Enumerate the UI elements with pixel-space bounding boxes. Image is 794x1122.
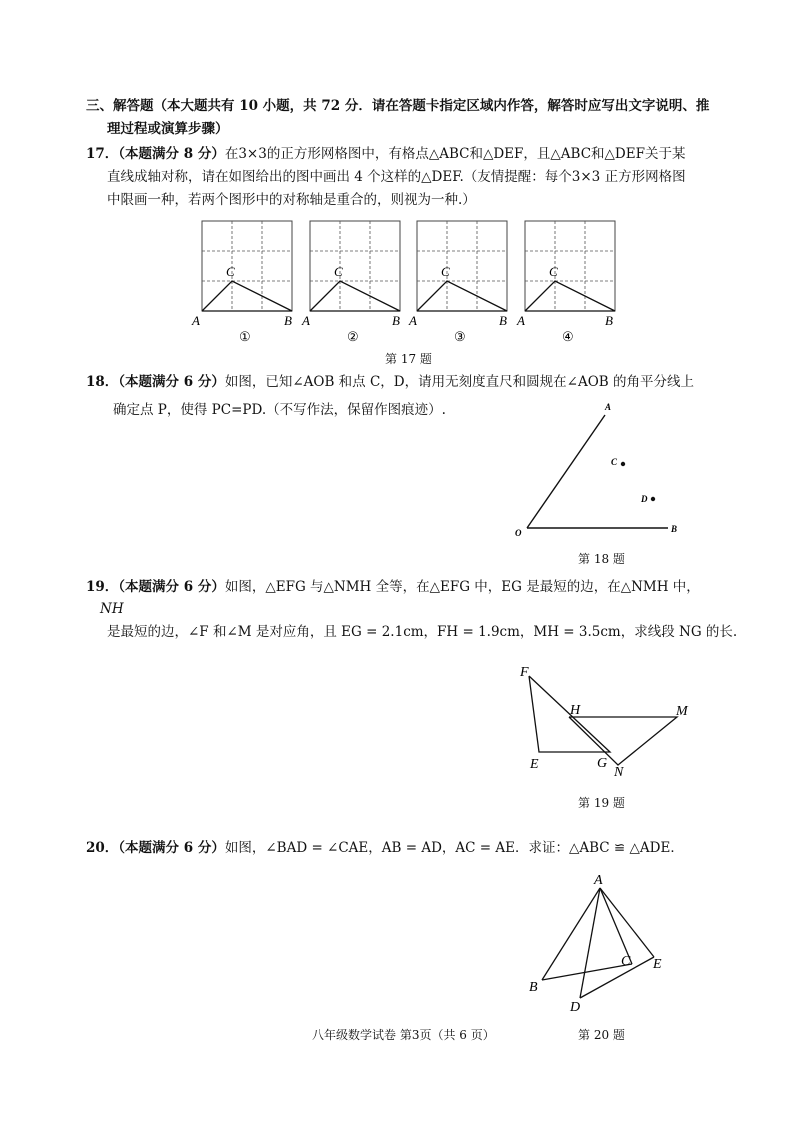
q18-label-A: A xyxy=(605,402,612,412)
q18-label-O: O xyxy=(515,528,522,538)
q18-angle-figure xyxy=(505,395,695,545)
q19-label-M: M xyxy=(676,704,688,719)
q17-caption: 第 17 题 xyxy=(385,352,432,366)
q17-score: （本题满分 8 分） xyxy=(118,146,225,162)
page-footer: 八年级数学试卷 第3页（共 6 页） xyxy=(312,1028,495,1042)
q18-label-C: C xyxy=(611,457,618,467)
q18-score: （本题满分 6 分） xyxy=(118,374,225,390)
q17-line1 xyxy=(86,144,685,164)
q19-line2: 是最短的边，∠F 和∠M 是对应角，且 EG = 2.1cm，FH = 1.9cm，MH = 3.5cm，求线段 NG 的长. xyxy=(107,624,738,640)
q18-text1: 如图，已知∠AOB 和点 C，D，请用无刻度直尺和圆规在∠AOB 的角平分线上 xyxy=(224,374,694,390)
q17-number: 17． xyxy=(86,146,119,162)
grid-2-label-C: C xyxy=(334,264,343,279)
grid-1-label-C: C xyxy=(226,264,235,279)
q19-label-G: G xyxy=(597,756,608,771)
q19-triangles-figure xyxy=(510,655,710,785)
grid-2 xyxy=(301,221,400,344)
grid-4-number: ④ xyxy=(562,329,574,344)
section-heading-line1: 三、解答题（本大题共有 10 小题，共 72 分．请在答题卡指定区域内作答，解答时应写出文字说明、推 xyxy=(86,98,710,114)
q18-number: 18． xyxy=(86,374,119,390)
q19-label-E: E xyxy=(530,757,539,772)
q18-label-B: B xyxy=(671,524,678,534)
q20-triangles-figure xyxy=(520,868,690,1018)
point-D-dot xyxy=(651,497,655,501)
q19-number: 19． xyxy=(86,579,119,595)
q19-line1b: NH xyxy=(100,601,124,617)
q19-caption: 第 19 题 xyxy=(578,796,625,810)
section-heading-line2: 理过程或演算步骤） xyxy=(107,121,229,137)
q17-line2: 直线成轴对称，请在如图给出的图中画出 4 个这样的△DEF.（友情提醒：每个3×3 正方形网格图 xyxy=(107,169,686,185)
point-C-dot xyxy=(621,462,625,466)
grid-4 xyxy=(516,221,615,344)
q19-text1: 如图，△EFG 与△NMH 全等，在△EFG 中，EG 是最短的边，在△NMH 中， xyxy=(224,579,700,595)
q20-label-B: B xyxy=(529,980,538,995)
q17-line3: 中限画一种，若两个图形中的对称轴是重合的，则视为一种.） xyxy=(107,192,476,208)
q20-score: （本题满分 6 分） xyxy=(118,840,225,856)
q20-number: 20． xyxy=(86,840,119,856)
q19-line1 xyxy=(86,577,700,597)
grid-4-label-B: B xyxy=(605,313,613,328)
grid-1-number: ① xyxy=(239,329,251,344)
q19-label-F: F xyxy=(520,665,529,680)
grid-4-label-A: A xyxy=(517,313,525,328)
grid-4-label-C: C xyxy=(549,264,558,279)
q20-caption: 第 20 题 xyxy=(578,1028,625,1042)
q20-label-D: D xyxy=(570,1000,581,1015)
grid-2-label-A: A xyxy=(302,313,310,328)
q17-text1: 在3×3的正方形网格图中，有格点△ABC和△DEF，且△ABC和△DEF关于某 xyxy=(224,146,686,162)
grid-2-number: ② xyxy=(347,329,359,344)
grid-1-label-A: A xyxy=(192,313,200,328)
grid-3-label-A: A xyxy=(409,313,417,328)
q20-label-C: C xyxy=(621,954,631,969)
grid-1-label-B: B xyxy=(284,313,292,328)
q18-line2: 确定点 P，使得 PC=PD.（不写作法，保留作图痕迹）. xyxy=(113,402,446,418)
grid-3-label-C: C xyxy=(441,264,450,279)
q18-label-D: D xyxy=(641,494,648,504)
q20-label-E: E xyxy=(653,957,662,972)
q20-label-A: A xyxy=(594,873,603,888)
q19-label-N: N xyxy=(614,765,624,780)
q18-caption: 第 18 题 xyxy=(578,552,625,566)
q19-score: （本题满分 6 分） xyxy=(118,579,225,595)
grid-3 xyxy=(408,221,507,344)
grid-3-label-B: B xyxy=(499,313,507,328)
q20-text1: 如图，∠BAD = ∠CAE，AB = AD，AC = AE．求证：△ABC ≌ △ADE． xyxy=(224,840,684,856)
q20-line1 xyxy=(86,838,684,858)
grid-1 xyxy=(191,221,292,344)
q18-line1 xyxy=(86,372,694,392)
q17-grid-figures xyxy=(190,215,630,350)
grid-3-number: ③ xyxy=(454,329,466,344)
q19-label-H: H xyxy=(570,703,581,718)
grid-2-label-B: B xyxy=(392,313,400,328)
